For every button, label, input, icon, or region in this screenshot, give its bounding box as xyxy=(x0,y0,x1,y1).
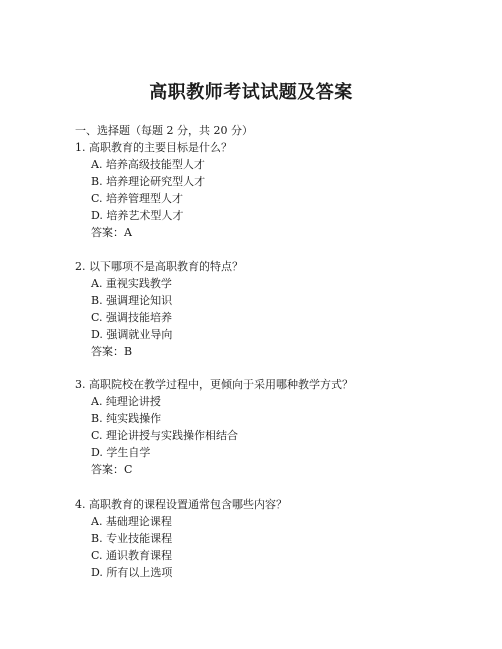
option-b: B. 强调理论知识 xyxy=(91,294,173,307)
answer-text: 答案：B xyxy=(91,345,133,358)
section-heading: 一、选择题（每题 2 分，共 20 分） xyxy=(75,124,253,137)
option-c: C. 强调技能培养 xyxy=(91,311,173,324)
option-a: A. 培养高级技能型人才 xyxy=(91,158,205,171)
option-a: A. 基础理论课程 xyxy=(91,515,172,528)
question-3 xyxy=(75,377,475,479)
answer-text: 答案：C xyxy=(91,463,133,476)
answer-text: 答案：A xyxy=(91,226,132,239)
option-c: C. 理论讲授与实践操作相结合 xyxy=(91,429,239,442)
document-title: 高职教师考试试题及答案 xyxy=(149,82,353,103)
question-stem: 4. 高职教育的课程设置通常包含哪些内容？ xyxy=(75,498,287,511)
question-stem: 2. 以下哪项不是高职教育的特点？ xyxy=(75,260,243,273)
option-b: B. 专业技能课程 xyxy=(91,532,173,545)
question-stem: 3. 高职院校在教学过程中，更倾向于采用哪种教学方式？ xyxy=(75,378,353,391)
option-c: C. 培养管理型人才 xyxy=(91,192,184,205)
question-4 xyxy=(75,497,475,582)
question-stem: 1. 高职教育的主要目标是什么？ xyxy=(75,141,232,154)
option-d: D. 培养艺术型人才 xyxy=(91,209,184,222)
option-d: D. 学生自学 xyxy=(91,446,151,459)
option-d: D. 强调就业导向 xyxy=(91,328,173,341)
option-a: A. 重视实践教学 xyxy=(91,277,172,290)
option-a: A. 纯理论讲授 xyxy=(91,395,161,408)
option-b: B. 培养理论研究型人才 xyxy=(91,175,206,188)
option-d: D. 所有以上选项 xyxy=(91,566,173,579)
option-b: B. 纯实践操作 xyxy=(91,412,162,425)
question-1 xyxy=(75,140,475,242)
question-2 xyxy=(75,259,475,361)
option-c: C. 通识教育课程 xyxy=(91,549,173,562)
